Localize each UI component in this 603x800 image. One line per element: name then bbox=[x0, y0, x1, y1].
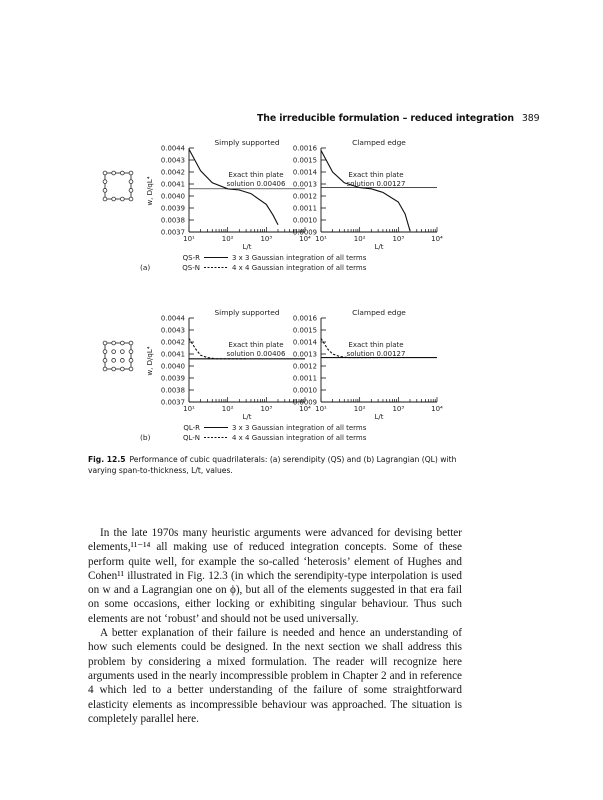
y-tick-label: 0.0041 bbox=[160, 180, 185, 189]
element-node bbox=[103, 350, 107, 354]
element-node bbox=[112, 358, 116, 362]
element-node bbox=[129, 350, 133, 354]
panel-label: (a) bbox=[140, 263, 151, 272]
legend-key: QS-R bbox=[182, 254, 200, 262]
paragraph: A better explanation of their failure is needed and hence an understanding of how such elements could be designed. In the next section we shall address this problem by considering a mixed formulation. The reader will recognize here arguments used in the nearly incompressible problem in Chapter 2 and in reference 4 which led to a better understanding of the failure of some straightforward elasticity elements as incompressible behaviour was approached. The situation is completely parallel here. bbox=[88, 627, 462, 725]
y-tick-label: 0.0039 bbox=[160, 374, 185, 383]
legend-text: 3 x 3 Gaussian integration of all terms bbox=[232, 424, 367, 432]
element-node bbox=[103, 180, 107, 184]
x-tick-label: 10¹ bbox=[315, 405, 327, 413]
y-tick-label: 0.0010 bbox=[292, 386, 317, 395]
y-axis-label: w, D/qL⁴ bbox=[146, 176, 154, 206]
x-tick-label: 10² bbox=[221, 235, 234, 243]
annotation-line-2: solution 0.00406 bbox=[226, 180, 286, 188]
series-qs-r bbox=[321, 150, 410, 230]
annotation-line-2: solution 0.00127 bbox=[346, 350, 406, 358]
running-title: The irreducible formulation – reduced integration bbox=[257, 113, 514, 124]
element-node bbox=[129, 341, 133, 345]
caption-text: Performance of cubic quadrilaterals: (a) serendipity (QS) and (b) Lagrangian (QL) with varying span-to-thickness, L/t, values. bbox=[88, 455, 457, 475]
y-tick-label: 0.0038 bbox=[160, 216, 185, 225]
y-tick-label: 0.0011 bbox=[292, 204, 317, 213]
x-tick-label: 10³ bbox=[260, 405, 273, 413]
y-tick-label: 0.0013 bbox=[292, 350, 317, 359]
element-node bbox=[103, 197, 107, 201]
element-node bbox=[112, 171, 116, 175]
annotation-line-1: Exact thin plate bbox=[228, 341, 284, 349]
y-tick-label: 0.0041 bbox=[160, 350, 185, 359]
annotation-line-2: solution 0.00406 bbox=[226, 350, 286, 358]
y-tick-label: 0.0016 bbox=[292, 314, 317, 323]
x-tick-label: 10⁴ bbox=[299, 405, 311, 413]
annotation-line-2: solution 0.00127 bbox=[346, 180, 406, 188]
annotation-line-1: Exact thin plate bbox=[348, 171, 404, 179]
x-tick-label: 10² bbox=[221, 405, 234, 413]
plot-title: Clamped edge bbox=[352, 308, 406, 317]
paragraph: In the late 1970s many heuristic arguments were advanced for devising better elements,¹¹⁻¹⁴ all making use of reduced integration concepts. Some of these perform quite well, for example the so-called ‘heterosis’ element of Hughes and Cohen¹¹ illustrated in Fig. 12.3 (in which the serendipity-type interpolation is used on w and a Lagrangian one on ϕ), but all of the elements suggested in that era fail on some occasions, either locking or exhibiting singular behaviour. Thus such elements are not ‘robust’ and should not be used universally. bbox=[88, 527, 462, 625]
y-tick-label: 0.0043 bbox=[160, 326, 185, 335]
x-tick-label: 10² bbox=[353, 235, 366, 243]
y-tick-label: 0.0042 bbox=[160, 168, 185, 177]
x-tick-label: 10⁴ bbox=[431, 235, 443, 243]
legend-key: QL-N bbox=[182, 434, 200, 442]
x-axis-label: L/t bbox=[374, 413, 384, 421]
x-tick-label: 10³ bbox=[392, 235, 405, 243]
element-node bbox=[120, 197, 124, 201]
y-tick-label: 0.0015 bbox=[292, 326, 317, 335]
y-tick-label: 0.0014 bbox=[292, 168, 317, 177]
y-tick-label: 0.0012 bbox=[292, 192, 317, 201]
y-tick-label: 0.0039 bbox=[160, 204, 185, 213]
element-node bbox=[103, 171, 107, 175]
annotation-line-1: Exact thin plate bbox=[228, 171, 284, 179]
plot-title: Simply supported bbox=[214, 308, 280, 317]
legend-key: QS-N bbox=[182, 264, 200, 272]
x-axis-label: L/t bbox=[242, 413, 252, 421]
x-axis-label: L/t bbox=[374, 243, 384, 251]
y-tick-label: 0.0042 bbox=[160, 338, 185, 347]
figure-caption bbox=[88, 454, 468, 476]
plot-title: Clamped edge bbox=[352, 138, 406, 147]
y-tick-label: 0.0038 bbox=[160, 386, 185, 395]
element-node bbox=[129, 367, 133, 371]
y-tick-label: 0.0013 bbox=[292, 180, 317, 189]
y-tick-label: 0.0044 bbox=[160, 144, 185, 153]
legend-key: QL-R bbox=[183, 424, 200, 432]
element-node bbox=[112, 367, 116, 371]
y-tick-label: 0.0037 bbox=[160, 398, 185, 407]
y-tick-label: 0.0037 bbox=[160, 228, 185, 237]
x-tick-label: 10¹ bbox=[315, 235, 327, 243]
plot-title: Simply supported bbox=[214, 138, 280, 147]
element-node bbox=[120, 171, 124, 175]
legend-text: 4 x 4 Gaussian integration of all terms bbox=[232, 264, 367, 272]
body-text bbox=[88, 526, 462, 726]
element-node bbox=[103, 188, 107, 192]
y-tick-label: 0.0015 bbox=[292, 156, 317, 165]
element-node bbox=[112, 350, 116, 354]
y-tick-label: 0.0040 bbox=[160, 362, 185, 371]
element-outline bbox=[105, 343, 131, 369]
element-node bbox=[129, 188, 133, 192]
x-tick-label: 10⁴ bbox=[299, 235, 311, 243]
element-node bbox=[129, 171, 133, 175]
element-node bbox=[129, 180, 133, 184]
y-tick-label: 0.0043 bbox=[160, 156, 185, 165]
x-tick-label: 10³ bbox=[260, 235, 273, 243]
annotation-line-1: Exact thin plate bbox=[348, 341, 404, 349]
y-tick-label: 0.0011 bbox=[292, 374, 317, 383]
y-tick-label: 0.0016 bbox=[292, 144, 317, 153]
element-node bbox=[129, 358, 133, 362]
y-tick-label: 0.0009 bbox=[292, 228, 317, 237]
y-tick-label: 0.0044 bbox=[160, 314, 185, 323]
x-tick-label: 10² bbox=[353, 405, 366, 413]
element-node bbox=[103, 367, 107, 371]
legend-text: 4 x 4 Gaussian integration of all terms bbox=[232, 434, 367, 442]
y-tick-label: 0.0014 bbox=[292, 338, 317, 347]
page-number: 389 bbox=[521, 113, 540, 124]
x-tick-label: 10¹ bbox=[183, 405, 195, 413]
legend-text: 3 x 3 Gaussian integration of all terms bbox=[232, 254, 367, 262]
element-node bbox=[112, 341, 116, 345]
y-tick-label: 0.0009 bbox=[292, 398, 317, 407]
x-tick-label: 10³ bbox=[392, 405, 405, 413]
y-tick-label: 0.0012 bbox=[292, 362, 317, 371]
x-tick-label: 10⁴ bbox=[431, 405, 443, 413]
x-tick-label: 10¹ bbox=[183, 235, 195, 243]
caption-label: Fig. 12.5 bbox=[88, 455, 126, 464]
x-axis-label: L/t bbox=[242, 243, 252, 251]
y-tick-label: 0.0040 bbox=[160, 192, 185, 201]
element-outline bbox=[105, 173, 131, 199]
element-node bbox=[112, 197, 116, 201]
element-node bbox=[103, 358, 107, 362]
panel-label: (b) bbox=[140, 433, 151, 442]
y-axis-label: w, D/qL⁴ bbox=[146, 346, 154, 376]
element-node bbox=[120, 358, 124, 362]
element-node bbox=[120, 341, 124, 345]
element-node bbox=[120, 350, 124, 354]
element-node bbox=[120, 367, 124, 371]
element-node bbox=[103, 341, 107, 345]
y-tick-label: 0.0010 bbox=[292, 216, 317, 225]
element-node bbox=[129, 197, 133, 201]
